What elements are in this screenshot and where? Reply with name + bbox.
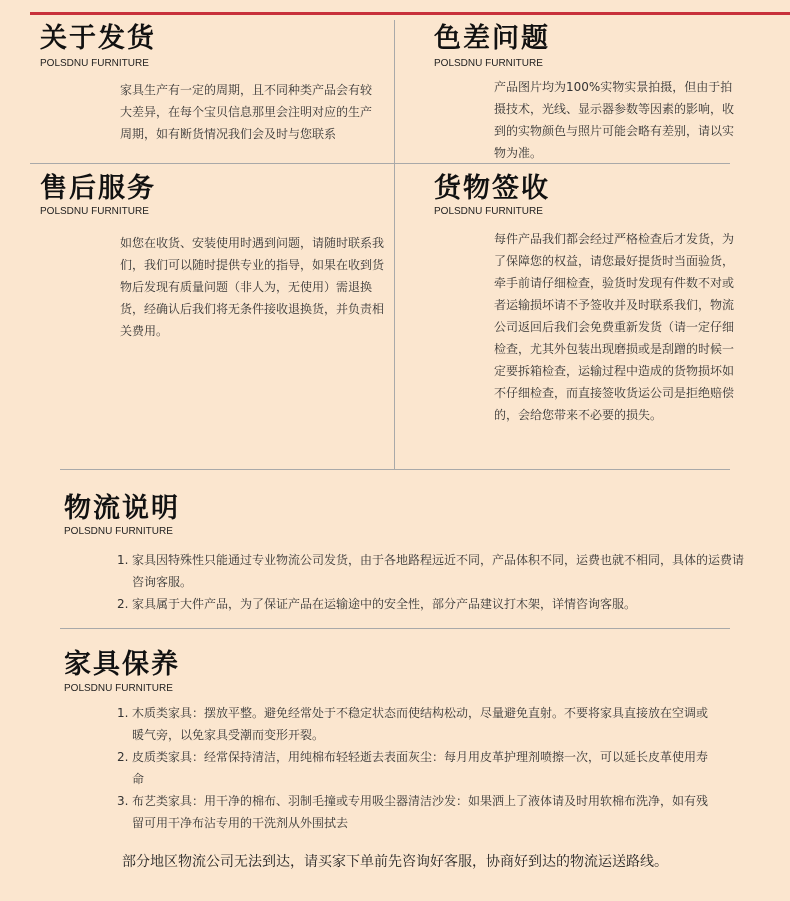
section-title: 物流说明 [64, 493, 180, 524]
item-number: 2. [117, 597, 129, 611]
footer-notice: 部分地区物流公司无法到达，请买家下单前先咨询好客服，协商好到达的物流运送路线。 [122, 854, 668, 870]
center-vertical-divider [394, 20, 395, 470]
section-title: 色差问题 [434, 23, 550, 54]
list-item [117, 702, 717, 746]
item-number: 3. [117, 794, 129, 808]
brand-subtitle: POLSDNU FURNITURE [64, 526, 173, 537]
list-item [117, 549, 745, 593]
item-text: 皮质类家具：经常保持清洁，用纯棉布轻轻逝去表面灰尘：每月用皮革护理剂喷擦一次，可以延长皮革使用寿命 [132, 750, 709, 786]
brand-subtitle: POLSDNU FURNITURE [64, 683, 173, 694]
care-list [117, 702, 717, 834]
top-red-rule [30, 12, 790, 15]
item-number: 1. [117, 553, 129, 567]
section-body: 每件产品我们都会经过严格检查后才发货，为了保障您的权益，请您最好提货时当面验货，牵手前请仔细检查，验货时发现有件数不对或者运输损坏请不予签收并及时联系我们，物流公司返回后我们会免费重新发货（请一定仔细检查，尤其外包装出现磨损或是刮蹭的时候一定要拆箱检查，运输过程中造成的货物损坏如不仔细检查，而直接签收货运公司是拒绝赔偿的，会给您带来不必要的损失。 [494, 232, 735, 422]
item-text: 家具因特殊性只能通过专业物流公司发货，由于各地路程远近不同，产品体积不同，运费也就不相同，具体的运费请咨询客服。 [132, 553, 745, 589]
brand-subtitle: POLSDNU FURNITURE [434, 58, 543, 69]
section-body: 家具生产有一定的周期，且不同种类产品会有较大差异，在每个宝贝信息那里会注明对应的生产周期，如有断货情况我们会及时与您联系 [120, 83, 373, 141]
list-item [117, 593, 745, 615]
section-body: 如您在收货、安装使用时遇到问题，请随时联系我们，我们可以随时提供专业的指导，如果在收到货物后发现有质量问题（非人为，无使用）需退换货，经确认后我们将无条件接收退换货，并负责相关费用。 [120, 236, 385, 338]
middle-horizontal-divider [60, 469, 730, 470]
item-text: 家具属于大件产品，为了保证产品在运输途中的安全性，部分产品建议打木架，详情咨询客服。 [132, 597, 637, 611]
brand-subtitle: POLSDNU FURNITURE [40, 58, 149, 69]
list-item [117, 790, 717, 834]
section-title: 家具保养 [64, 649, 180, 680]
section-body: 产品图片均为100%实物实景拍摄，但由于拍摄技术，光线、显示器参数等因素的影响，收到的实物颜色与照片可能会略有差别，请以实物为准。 [494, 80, 735, 160]
item-number: 2. [117, 750, 129, 764]
brand-subtitle: POLSDNU FURNITURE [434, 206, 543, 217]
item-text: 布艺类家具：用干净的棉布、羽制毛撞或专用吸尘器清洁沙发：如果洒上了液体请及时用软棉布洗净，如有残留可用干净布沾专用的干洗剂从外围拭去 [132, 794, 709, 830]
section-title: 售后服务 [40, 173, 156, 204]
section-title: 关于发货 [40, 23, 156, 54]
logistics-list [117, 549, 745, 615]
lower-horizontal-divider [60, 628, 730, 629]
section-title: 货物签收 [434, 173, 550, 204]
list-item [117, 746, 717, 790]
item-text: 木质类家具：摆放平整。避免经常处于不稳定状态而使结构松动，尽量避免直射。不要将家具直接放在空调或暖气旁，以免家具受潮而变形开裂。 [132, 706, 709, 742]
item-number: 1. [117, 706, 129, 720]
brand-subtitle: POLSDNU FURNITURE [40, 206, 149, 217]
